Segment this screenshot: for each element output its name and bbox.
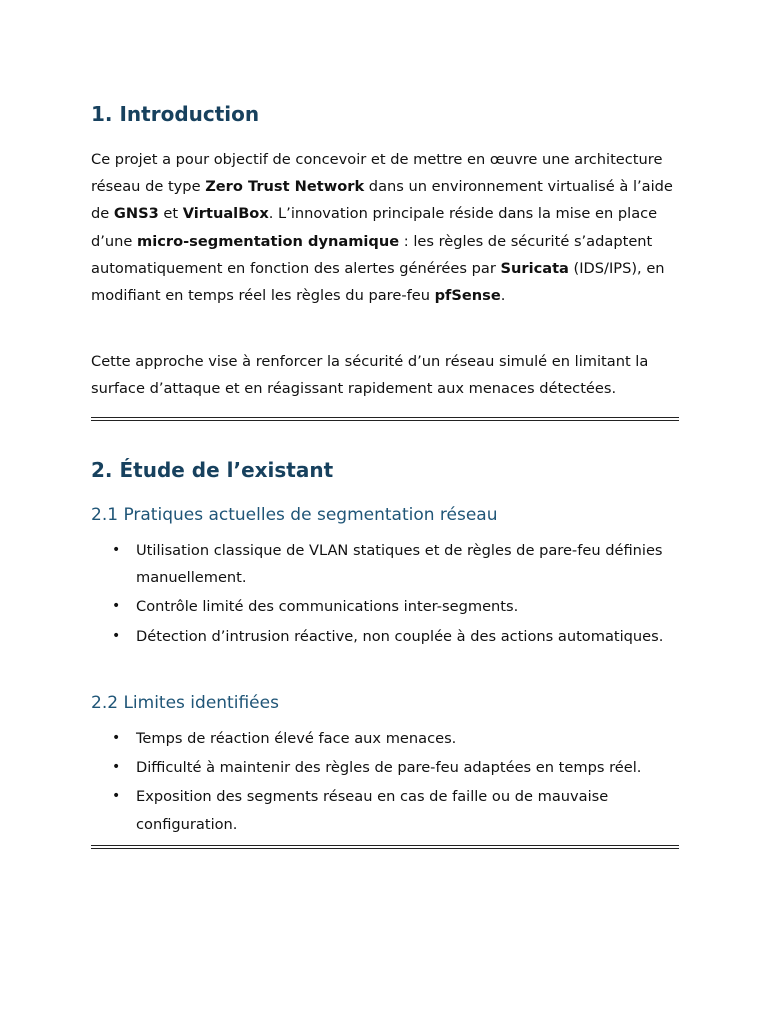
section-divider — [91, 845, 679, 849]
bullet-icon: • — [112, 627, 121, 644]
bold-term-gns3: GNS3 — [113, 205, 159, 223]
intro-paragraph-2: Cette approche vise à renforcer la sécurité d’un réseau simulé en limitant la surface d’attaque et en réagissant rapidement aux menaces détectées. — [91, 353, 649, 398]
bullet-icon: • — [112, 730, 121, 746]
text-run: : les règles de sécurité s’adaptent automatiquement en fonction des alertes générées par — [91, 232, 653, 277]
limits-list — [91, 725, 679, 838]
text-run: dans un environnement virtualisé à l’aide de — [91, 178, 673, 223]
bold-term-micro-segmentation: micro-segmentation dynamique — [137, 232, 400, 250]
bold-term-suricata: Suricata — [500, 259, 569, 277]
list-item-text: Difficulté à maintenir des règles de pare-feu adaptées en temps réel. — [136, 759, 642, 777]
intro-paragraph — [91, 146, 679, 309]
section-divider — [91, 417, 679, 421]
bullet-icon: • — [112, 598, 121, 615]
subsection-heading-limits: 2.2 Limites identifiées — [91, 693, 279, 713]
section-heading-existing: 2. Étude de l’existant — [91, 458, 334, 482]
list-item — [91, 725, 679, 752]
bullet-icon: • — [112, 542, 121, 558]
text-run: . — [500, 287, 506, 305]
list-item — [91, 537, 679, 591]
text-run: Ce projet a pour objectif de concevoir et de mettre en œuvre une architecture réseau de type — [91, 151, 663, 196]
list-item-text: Contrôle limité des communications inter-segments. — [136, 598, 519, 616]
bold-term-pfsense: pfSense — [434, 287, 501, 305]
list-item — [91, 783, 679, 837]
section-heading-introduction: 1. Introduction — [91, 102, 260, 126]
text-run: et — [158, 205, 183, 223]
bullet-icon: • — [112, 788, 121, 805]
list-item-text: Utilisation classique de VLAN statiques et de règles de pare-feu définies manuellement. — [136, 542, 663, 587]
list-item — [91, 754, 679, 781]
text-run: . L’innovation principale réside dans la mise en place d’une — [91, 205, 658, 250]
text-run: (IDS/IPS), en modifiant en temps réel les règles du pare-feu — [91, 259, 665, 305]
bold-term-zero-trust: Zero Trust Network — [205, 178, 365, 196]
subsection-heading-practices: 2.1 Pratiques actuelles de segmentation réseau — [91, 505, 498, 525]
list-item — [91, 593, 679, 620]
list-item-text: Temps de réaction élevé face aux menaces. — [136, 730, 457, 747]
bold-term-virtualbox: VirtualBox — [182, 205, 269, 223]
list-item — [91, 623, 679, 650]
bullet-icon: • — [112, 759, 121, 776]
list-item-text: Exposition des segments réseau en cas de faille ou de mauvaise configuration. — [136, 788, 609, 833]
practices-list — [91, 537, 679, 650]
list-item-text: Détection d’intrusion réactive, non couplée à des actions automatiques. — [136, 627, 664, 645]
